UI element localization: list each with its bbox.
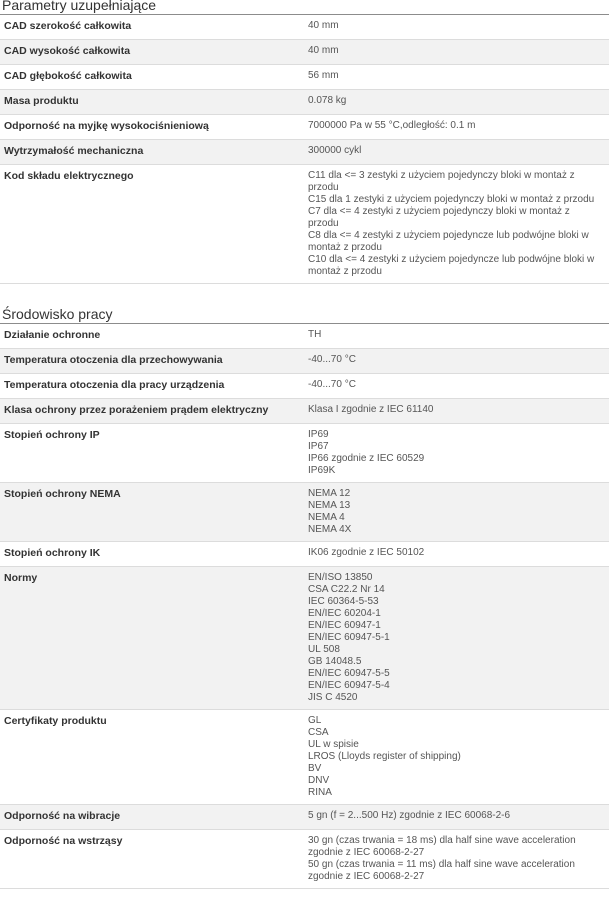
value-line: IK06 zgodnie z IEC 50102 bbox=[308, 547, 425, 558]
value-line: C15 dla 1 zestyki z użyciem pojedynczy bloki w montaż z przodu bbox=[308, 194, 595, 205]
value-line: 5 gn (f = 2...500 Hz) zgodnie z IEC 60068-2-6 bbox=[308, 810, 511, 821]
value-line: UL w spisie bbox=[308, 739, 359, 750]
table-row bbox=[0, 165, 609, 284]
row-value bbox=[304, 40, 609, 64]
value-line: 7000000 Pa w 55 °C,odległość: 0.1 m bbox=[308, 120, 476, 131]
row-value bbox=[304, 710, 609, 804]
row-value bbox=[304, 483, 609, 541]
row-value bbox=[304, 374, 609, 398]
row-value bbox=[304, 15, 609, 39]
value-line: EN/IEC 60947-5-5 bbox=[308, 668, 390, 679]
spec-table bbox=[0, 15, 609, 284]
table-row bbox=[0, 40, 609, 65]
table-row bbox=[0, 399, 609, 424]
value-line: EN/IEC 60947-5-1 bbox=[308, 632, 390, 643]
value-line: LROS (Lloyds register of shipping) bbox=[308, 751, 461, 762]
value-line: EN/IEC 60947-1 bbox=[308, 620, 381, 631]
row-value bbox=[304, 115, 609, 139]
value-line: IEC 60364-5-53 bbox=[308, 596, 379, 607]
table-row bbox=[0, 710, 609, 805]
value-line: -40...70 °C bbox=[308, 379, 356, 390]
table-row bbox=[0, 830, 609, 889]
row-value bbox=[304, 324, 609, 348]
row-value bbox=[304, 349, 609, 373]
value-line: NEMA 12 bbox=[308, 488, 351, 499]
table-row bbox=[0, 115, 609, 140]
value-line: DNV bbox=[308, 775, 330, 786]
row-value bbox=[304, 399, 609, 423]
row-value bbox=[304, 567, 609, 709]
value-line: NEMA 4 bbox=[308, 512, 345, 523]
row-value bbox=[304, 805, 609, 829]
section-spacer bbox=[0, 284, 609, 306]
row-label: Masa produktu bbox=[4, 95, 79, 107]
value-line: IP69K bbox=[308, 465, 336, 476]
table-row bbox=[0, 567, 609, 710]
value-line: C10 dla <= 4 zestyki z użyciem pojedyncze lub podwójne bloki w montaż z przodu bbox=[308, 254, 595, 277]
row-value bbox=[304, 90, 609, 114]
value-line: CSA bbox=[308, 727, 329, 738]
value-line: Klasa I zgodnie z IEC 61140 bbox=[308, 404, 434, 415]
value-line: C8 dla <= 4 zestyki z użyciem pojedyncze lub podwójne bloki w montaż z przodu bbox=[308, 230, 589, 253]
value-line: NEMA 13 bbox=[308, 500, 351, 511]
value-line: UL 508 bbox=[308, 644, 340, 655]
value-line: GB 14048.5 bbox=[308, 656, 362, 667]
value-line: NEMA 4X bbox=[308, 524, 352, 535]
value-line: 40 mm bbox=[308, 20, 339, 31]
table-row bbox=[0, 65, 609, 90]
value-line: C7 dla <= 4 zestyki z użyciem pojedynczy bloki w montaż z przodu bbox=[308, 206, 570, 229]
row-label: Odporność na wstrząsy bbox=[4, 835, 123, 847]
value-line: -40...70 °C bbox=[308, 354, 356, 365]
value-line: BV bbox=[308, 763, 322, 774]
spec-table bbox=[0, 324, 609, 889]
row-label: Klasa ochrony przez porażeniem prądem elektryczny bbox=[4, 404, 269, 416]
value-line: 40 mm bbox=[308, 45, 339, 56]
table-row bbox=[0, 483, 609, 542]
value-line: RINA bbox=[308, 787, 332, 798]
row-label: Wytrzymałość mechaniczna bbox=[4, 145, 144, 157]
row-label: Kod składu elektrycznego bbox=[4, 170, 134, 182]
section-srodowisko-pracy bbox=[0, 306, 609, 889]
row-label: Temperatura otoczenia dla pracy urządzenia bbox=[4, 379, 225, 391]
row-value bbox=[304, 424, 609, 482]
value-line: EN/IEC 60204-1 bbox=[308, 608, 381, 619]
value-line: EN/ISO 13850 bbox=[308, 572, 373, 583]
table-row bbox=[0, 805, 609, 830]
table-row bbox=[0, 374, 609, 399]
value-line: IP67 bbox=[308, 441, 329, 452]
row-value bbox=[304, 165, 609, 283]
table-row bbox=[0, 324, 609, 349]
value-line: CSA C22.2 Nr 14 bbox=[308, 584, 385, 595]
row-label: Stopień ochrony NEMA bbox=[4, 488, 121, 500]
row-value bbox=[304, 830, 609, 888]
table-row bbox=[0, 424, 609, 483]
section-title: Środowisko pracy bbox=[0, 306, 609, 324]
value-line: EN/IEC 60947-5-4 bbox=[308, 680, 390, 691]
value-line: IP69 bbox=[308, 429, 329, 440]
row-label: Odporność na myjkę wysokociśnieniową bbox=[4, 120, 209, 132]
row-value bbox=[304, 65, 609, 89]
value-line: TH bbox=[308, 329, 322, 340]
value-line: IP66 zgodnie z IEC 60529 bbox=[308, 453, 425, 464]
row-value bbox=[304, 542, 609, 566]
row-label: Działanie ochronne bbox=[4, 329, 101, 341]
value-line: JIS C 4520 bbox=[308, 692, 358, 703]
row-label: Stopień ochrony IK bbox=[4, 547, 101, 559]
table-row bbox=[0, 15, 609, 40]
table-row bbox=[0, 90, 609, 115]
section-parametry-uzupelniajace bbox=[0, 0, 609, 284]
value-line: 50 gn (czas trwania = 11 ms) dla half sine wave acceleration zgodnie z IEC 60068-2-27 bbox=[308, 859, 575, 882]
row-label: Certyfikaty produktu bbox=[4, 715, 107, 727]
table-row bbox=[0, 349, 609, 374]
table-row bbox=[0, 542, 609, 567]
section-title: Parametry uzupełniające bbox=[0, 0, 609, 15]
row-value bbox=[304, 140, 609, 164]
row-label: Stopień ochrony IP bbox=[4, 429, 100, 441]
value-line: GL bbox=[308, 715, 322, 726]
row-label: CAD szerokość całkowita bbox=[4, 20, 132, 32]
value-line: 30 gn (czas trwania = 18 ms) dla half sine wave acceleration zgodnie z IEC 60068-2-27 bbox=[308, 835, 576, 858]
value-line: 0.078 kg bbox=[308, 95, 347, 106]
row-label: CAD głębokość całkowita bbox=[4, 70, 132, 82]
value-line: C11 dla <= 3 zestyki z użyciem pojedynczy bloki w montaż z przodu bbox=[308, 170, 575, 193]
row-label: Odporność na wibracje bbox=[4, 810, 121, 822]
row-label: CAD wysokość całkowita bbox=[4, 45, 131, 57]
row-label: Normy bbox=[4, 572, 38, 584]
row-label: Temperatura otoczenia dla przechowywania bbox=[4, 354, 223, 366]
value-line: 56 mm bbox=[308, 70, 339, 81]
table-row bbox=[0, 140, 609, 165]
value-line: 300000 cykl bbox=[308, 145, 362, 156]
